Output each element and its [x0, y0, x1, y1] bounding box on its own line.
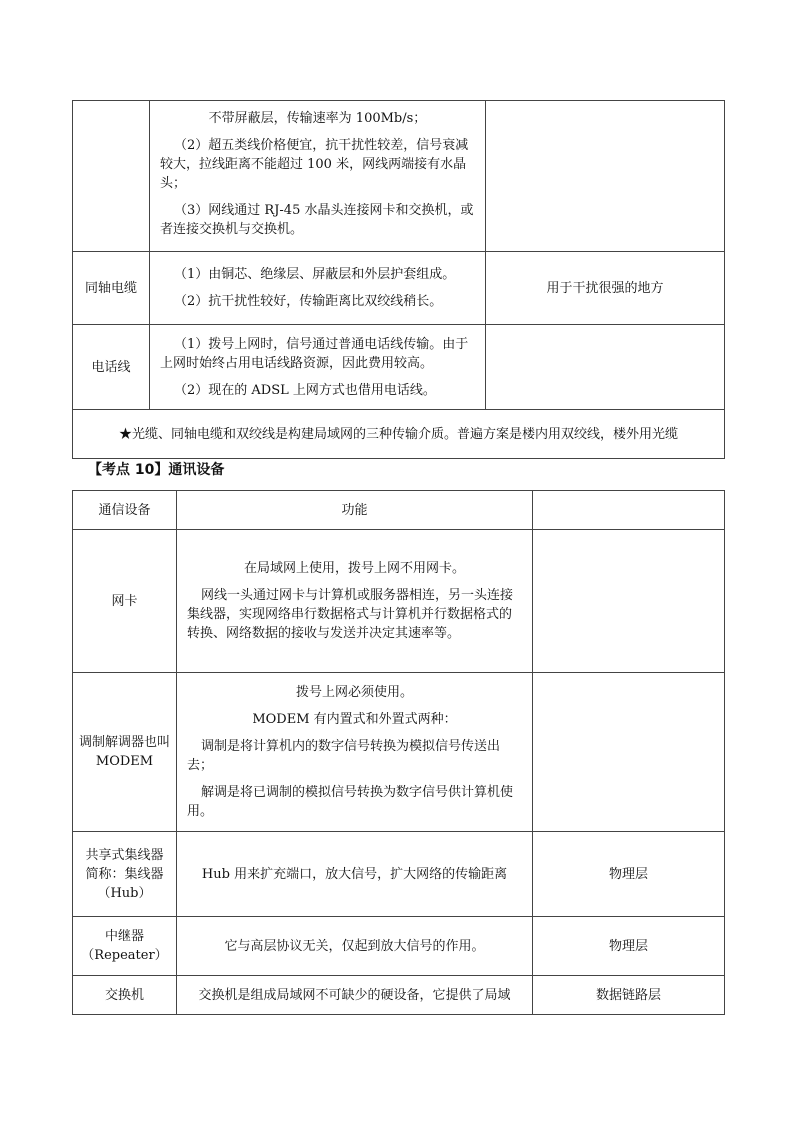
- modem-name: 调制解调器也叫 MODEM: [73, 673, 177, 832]
- phone-line-name: 电话线: [73, 325, 150, 410]
- switch-layer: 数据链路层: [533, 976, 725, 1015]
- hub-layer: 物理层: [533, 832, 725, 917]
- phone-line-item-1: （1）拨号上网时，信号通过普通电话线传输。由于上网时始终占用电话线路资源，因此费用较高。: [160, 336, 469, 371]
- switch-function: 交换机是组成局域网不可缺少的硬设备，它提供了局域: [177, 976, 533, 1015]
- table-row-hub: [73, 832, 725, 917]
- phone-line-desc-cell: [150, 325, 486, 410]
- hub-name-line-3: （Hub）: [97, 885, 152, 901]
- coaxial-usage: 用于干扰很强的地方: [486, 252, 725, 325]
- phone-line-item-2: （2）现在的 ADSL 上网方式也借用电话线。: [174, 382, 436, 398]
- coaxial-item-1: （1）由铜芯、绝缘层、屏蔽层和外层护套组成。: [174, 267, 456, 282]
- repeater-layer: 物理层: [533, 917, 725, 976]
- hub-name-cell: [73, 832, 177, 917]
- hub-function: Hub 用来扩充端口，放大信号，扩大网络的传输距离: [177, 832, 533, 917]
- modem-function-cell: [177, 673, 533, 832]
- table-row-modem: [73, 673, 725, 832]
- nic-name: 网卡: [73, 530, 177, 673]
- header-device: 通信设备: [73, 491, 177, 530]
- phone-line-usage-cell: [486, 325, 725, 410]
- nic-extra-cell: [533, 530, 725, 673]
- twisted-pair-item-1: 不带屏蔽层，传输速率为 100Mb/s；: [208, 111, 427, 126]
- table-row-note: [73, 410, 725, 459]
- table-row-nic: [73, 530, 725, 673]
- table-row-coaxial: [73, 252, 725, 325]
- hub-name-line-2: 简称：集线器: [85, 866, 164, 882]
- communication-devices-table: [72, 490, 725, 1015]
- table-row-phone-line: [73, 325, 725, 410]
- table-row-repeater: [73, 917, 725, 976]
- header-extra: [533, 491, 725, 530]
- transmission-media-table: [72, 100, 725, 459]
- nic-item-2: 网线一头通过网卡与计算机或服务器相连，另一头连接集线器，实现网络串行数据格式与计算机并行数据格式的转换、网络数据的接收与发送并决定其速率等。: [187, 588, 514, 641]
- modem-item-3: 调制是将计算机内的数字信号转换为模拟信号传送出去；: [187, 739, 501, 773]
- repeater-name-line-1: 中继器: [104, 929, 144, 944]
- switch-name: 交换机: [73, 976, 177, 1015]
- header-function: 功能: [177, 491, 533, 530]
- twisted-pair-desc-cell: [150, 101, 486, 252]
- repeater-function: 它与高层协议无关，仅起到放大信号的作用。: [177, 917, 533, 976]
- coaxial-name: 同轴电缆: [73, 252, 150, 325]
- media-note: ★光缆、同轴电缆和双绞线是构建局域网的三种传输介质。普遍方案是楼内用双绞线，楼外用光缆: [73, 410, 725, 459]
- twisted-pair-name-cell: [73, 101, 150, 252]
- twisted-pair-usage-cell: [486, 101, 725, 252]
- repeater-name-line-2: （Repeater）: [81, 948, 168, 963]
- hub-name-line-1: 共享式集线器: [85, 847, 164, 863]
- repeater-name-cell: [73, 917, 177, 976]
- coaxial-desc-cell: [150, 252, 486, 325]
- table-row-twisted-pair: [73, 101, 725, 252]
- nic-function-cell: [177, 530, 533, 673]
- coaxial-item-2: （2）抗干扰性较好，传输距离比双绞线稍长。: [174, 294, 443, 309]
- twisted-pair-item-3: （3）网线通过 RJ-45 水晶头连接网卡和交换机，或者连接交换机与交换机。: [160, 203, 474, 237]
- section-heading: 【考点 10】通讯设备: [88, 462, 225, 478]
- nic-item-1: 在局域网上使用，拨号上网不用网卡。: [243, 561, 465, 576]
- table-header-row: [73, 491, 725, 530]
- modem-item-1: 拨号上网必须使用。: [295, 685, 413, 700]
- table-row-switch: [73, 976, 725, 1015]
- modem-item-2: MODEM 有内置式和外置式两种：: [252, 712, 457, 727]
- twisted-pair-item-2: （2）超五类线价格便宜，抗干扰性较差，信号衰减较大，拉线距离不能超过 100 米，网线两端接有水晶头；: [160, 138, 469, 191]
- modem-item-4: 解调是将已调制的模拟信号转换为数字信号供计算机使用。: [187, 785, 514, 819]
- modem-extra-cell: [533, 673, 725, 832]
